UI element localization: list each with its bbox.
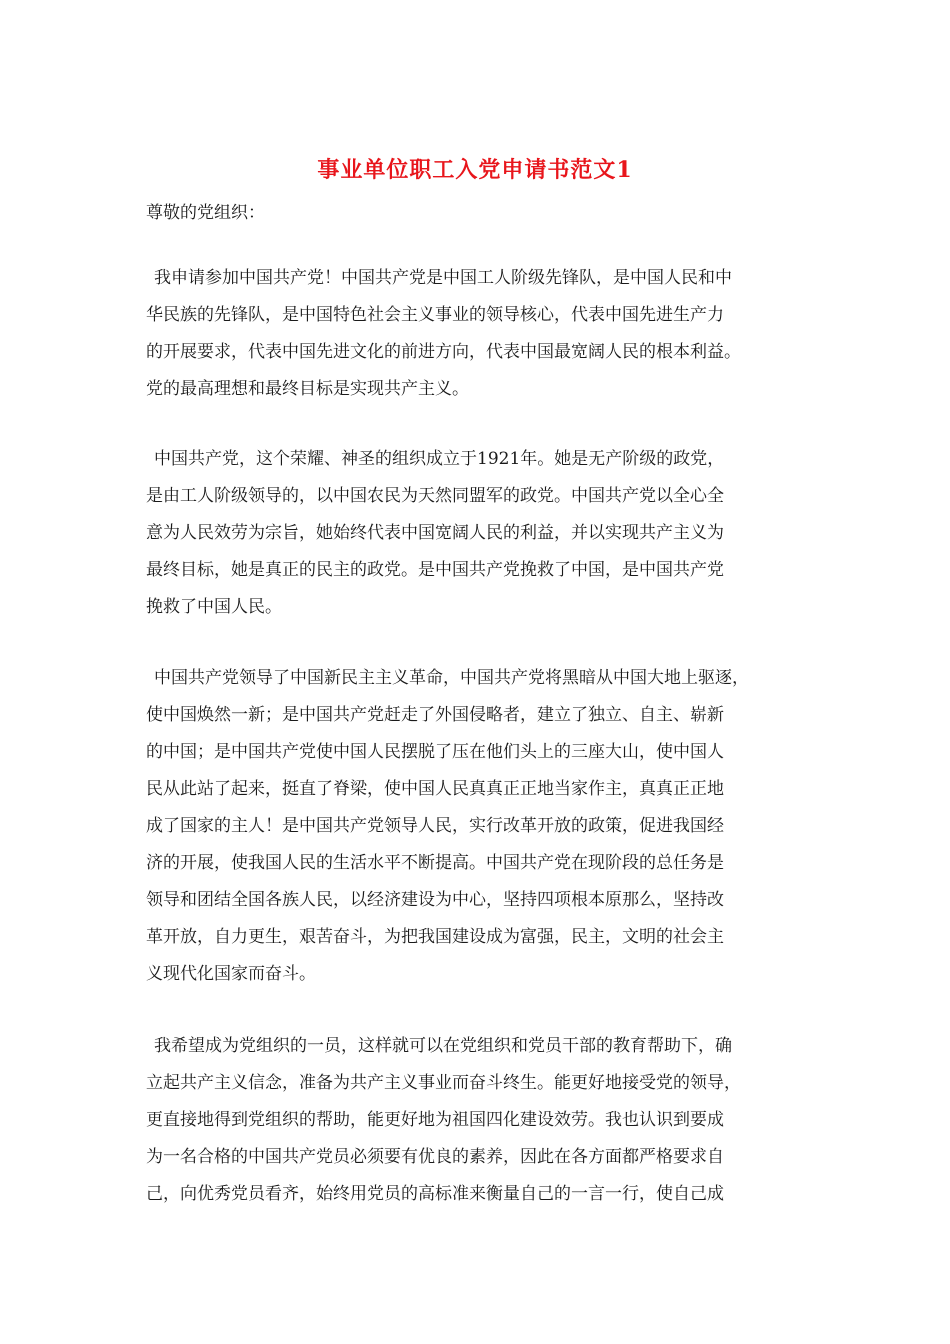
paragraph-line: 我申请参加中国共产党！中国共产党是中国工人阶级先锋队，是中国人民和中 <box>154 268 732 288</box>
paragraph-line: 华民族的先锋队，是中国特色社会主义事业的领导核心，代表中国先进生产力 <box>146 305 724 325</box>
paragraph-2 <box>146 441 826 626</box>
paragraph-line: 更直接地得到党组织的帮助，能更好地为祖国四化建设效劳。我也认识到要成 <box>146 1110 724 1130</box>
paragraph-line: 挽救了中国人民。 <box>146 597 282 617</box>
paragraph-line: 革开放，自力更生，艰苦奋斗，为把我国建设成为富强，民主，文明的社会主 <box>146 927 724 947</box>
paragraph-line: 领导和团结全国各族人民，以经济建设为中心，坚持四项根本原那么，坚持改 <box>146 890 724 910</box>
paragraph-1 <box>146 260 826 408</box>
paragraph-line: 意为人民效劳为宗旨，她始终代表中国宽阔人民的利益，并以实现共产主义为 <box>146 523 724 543</box>
document-title: 事业单位职工入党申请书范文1 <box>317 157 633 183</box>
paragraph-line: 中国共产党领导了中国新民主主义革命，中国共产党将黑暗从中国大地上驱逐， <box>154 668 749 688</box>
paragraph-line: 的中国；是中国共产党使中国人民摆脱了压在他们头上的三座大山，使中国人 <box>146 742 724 762</box>
paragraph-line: 党的最高理想和最终目标是实现共产主义。 <box>146 379 469 399</box>
paragraph-line: 义现代化国家而奋斗。 <box>146 964 316 984</box>
paragraph-line: 成了国家的主人！是中国共产党领导人民，实行改革开放的政策，促进我国经 <box>146 816 724 836</box>
paragraph-3 <box>146 660 826 993</box>
paragraph-line: 的开展要求，代表中国先进文化的前进方向，代表中国最宽阔人民的根本利益。 <box>146 342 741 362</box>
paragraph-line: 是由工人阶级领导的，以中国农民为天然同盟军的政党。中国共产党以全心全 <box>146 486 724 506</box>
paragraph-4 <box>146 1028 826 1213</box>
paragraph-line: 最终目标，她是真正的民主的政党。是中国共产党挽救了中国，是中国共产党 <box>146 560 724 580</box>
paragraph-line: 立起共产主义信念，准备为共产主义事业而奋斗终生。能更好地接受党的领导， <box>146 1073 741 1093</box>
paragraph-line: 济的开展，使我国人民的生活水平不断提高。中国共产党在现阶段的总任务是 <box>146 853 724 873</box>
paragraph-line: 我希望成为党组织的一员，这样就可以在党组织和党员干部的教育帮助下，确 <box>154 1036 732 1056</box>
paragraph-line: 中国共产党，这个荣耀、神圣的组织成立于1921年。她是无产阶级的政党， <box>154 449 725 469</box>
paragraph-line: 使中国焕然一新；是中国共产党赶走了外国侵略者，建立了独立、自主、崭新 <box>146 705 724 725</box>
paragraph-line: 为一名合格的中国共产党员必须要有优良的素养，因此在各方面都严格要求自 <box>146 1147 724 1167</box>
paragraph-line: 己，向优秀党员看齐，始终用党员的高标准来衡量自己的一言一行，使自己成 <box>146 1184 724 1204</box>
salutation: 尊敬的党组织： <box>146 203 265 223</box>
paragraph-line: 民从此站了起来，挺直了脊梁，使中国人民真真正正地当家作主，真真正正地 <box>146 779 724 799</box>
